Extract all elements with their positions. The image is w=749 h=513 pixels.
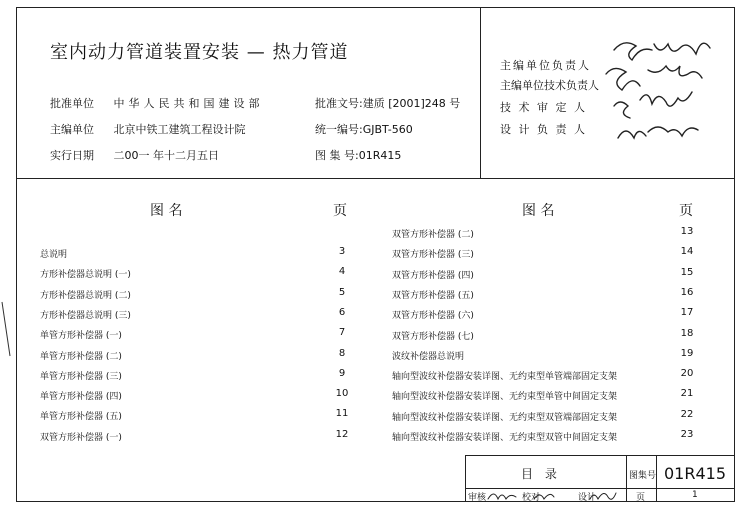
toc-item-page: 11 [335,408,349,420]
toc-item-page: 23 [680,429,694,440]
toc-item-page: 12 [335,428,349,440]
toc-left-page-header: 页 [333,203,347,219]
toc-item-page: 19 [680,347,694,359]
toc-right-page-header: 页 [679,203,693,219]
doc-no-row [315,95,460,111]
toc-item-name: 轴向型波纹补偿器安装详图、无约束型单管端部固定支架 [392,372,618,383]
date-value: 二00一 年十二月五日 [113,149,219,162]
signer-label: 设 计 负 责 人 [500,123,587,136]
toc-item-name: 单管方形补偿器 (三) [40,371,122,382]
toc-item-name: 轴向型波纹补偿器安装详图、无约束型双管中间固定支架 [392,433,618,443]
toc-item-name: 双管方形补偿器 (五) [392,290,474,301]
atlas-label: 图 集 号: [315,149,359,162]
title-block-page-label: 页 [636,493,646,503]
title-block-vline [656,456,657,502]
toc-item-page: 21 [680,388,694,400]
toc-item-page: 22 [680,408,694,420]
title-block-review-label: 审核 [468,493,487,503]
toc-right-header: 图 名 [522,203,555,219]
toc-item-page: 14 [680,246,694,258]
toc-item-name: 双管方形补偿器 (三) [392,250,474,261]
title-block-vline [626,456,627,502]
toc-item-page: 18 [680,327,694,339]
approve-unit-row [50,95,264,111]
title-block-atlas-value: 01R415 [664,464,727,483]
title-block-atlas-label: 图集号 [629,471,657,481]
margin-mark [0,300,14,360]
toc-item-name: 单管方形补偿器 (二) [40,351,122,362]
code-label: 统一编号: [315,123,363,136]
toc-item-name: 双管方形补偿器 (一) [40,432,122,443]
title-block-name: 目 录 [521,467,561,481]
toc-item-name: 双管方形补偿器 (六) [392,311,474,322]
toc-item-name: 单管方形补偿器 (四) [40,392,122,403]
editor-unit-value: 北京中铁工建筑工程设计院 [113,123,246,136]
toc-item-name: 方形补偿器总说明 (一) [40,270,131,281]
toc-item-page: 6 [338,306,346,318]
toc-item-page: 9 [338,367,346,379]
page-title: 室内动力管道装置安装 — 热力管道 [50,42,349,63]
toc-item-name: 方形补偿器总说明 (三) [40,310,131,321]
editor-unit-label: 主编单位 [50,123,94,136]
approve-unit-value: 中华人民共和国建设部 [113,97,264,110]
header-vertical-divider [480,7,481,178]
toc-item-page: 13 [680,226,694,237]
toc-item-page: 17 [680,307,694,319]
toc-item-page: 8 [338,347,346,359]
toc-item-name: 总说明 [40,250,68,260]
toc-left-header-name: 图 名 [150,203,183,219]
editor-unit-row [50,121,246,137]
atlas-value: 01R415 [358,149,402,162]
toc-left-header [150,200,230,220]
toc-item-page: 3 [338,246,346,257]
handwritten-signatures [596,20,726,150]
title-block-page-value: 1 [692,490,698,500]
toc-item-name: 方形补偿器总说明 (二) [40,290,131,301]
title-block [465,455,735,502]
code-row [315,121,413,137]
toc-item-page: 15 [680,266,694,278]
signer-label: 技 术 审 定 人 [500,101,587,114]
doc-no-value: 建质 [2001]248 号 [362,97,461,110]
toc-item-page: 16 [680,286,694,298]
toc-item-name: 双管方形补偿器 (四) [392,270,474,281]
doc-no-label: 批准文号: [315,97,363,110]
toc-item-name: 双管方形补偿器 (二) [392,230,474,240]
header-divider [16,178,735,179]
title-block-signatures [486,489,626,502]
signer-label: 主编单位负责人 [500,59,591,72]
code-value: GJBT-560 [362,123,413,136]
toc-item-name: 轴向型波纹补偿器安装详图、无约束型双管端部固定支架 [392,412,618,423]
toc-item-page: 7 [338,327,346,339]
title-block-check-label: 校对 [522,493,541,503]
approve-unit-label: 批准单位 [50,97,94,110]
date-row [50,147,219,163]
toc-item-name: 单管方形补偿器 (五) [40,412,122,423]
date-label: 实行日期 [50,149,94,162]
toc-item-name: 轴向型波纹补偿器安装详图、无约束型单管中间固定支架 [392,392,618,403]
title-block-design-label: 设计 [578,493,597,503]
toc-item-page: 20 [680,368,694,380]
atlas-row [315,147,401,163]
toc-item-page: 5 [338,286,346,298]
signer-label: 主编单位技术负责人 [500,79,599,92]
toc-item-name: 波纹补偿器总说明 [392,351,465,362]
toc-item-name: 双管方形补偿器 (七) [392,331,474,342]
toc-item-name: 单管方形补偿器 (一) [40,331,122,342]
toc-item-page: 4 [338,266,346,278]
toc-item-page: 10 [335,388,349,400]
